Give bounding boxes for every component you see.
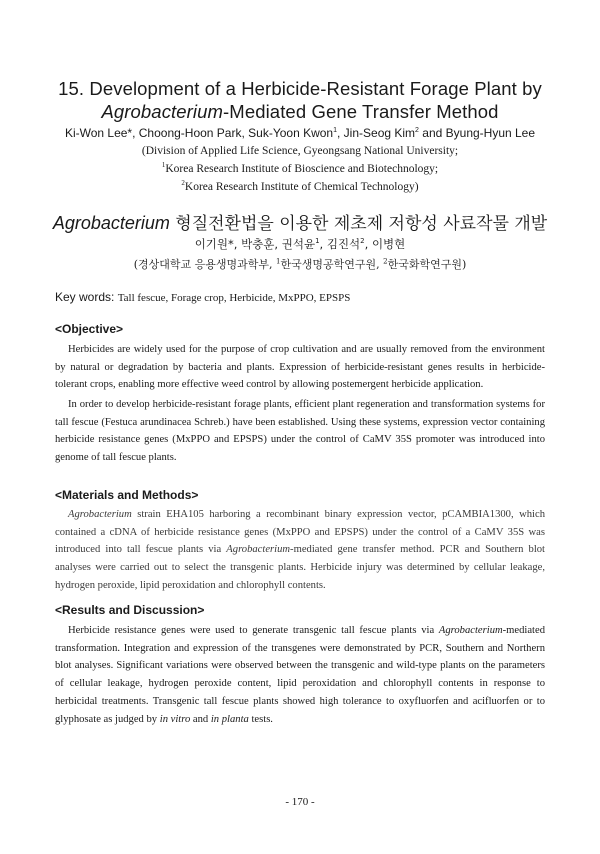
aff-sup: 2 bbox=[181, 179, 185, 188]
results-text: tests. bbox=[248, 713, 273, 725]
methods-heading: <Materials and Methods> bbox=[55, 488, 199, 502]
methods-italic: Agrobacterium bbox=[226, 544, 291, 556]
page-number: - 170 - bbox=[285, 796, 315, 808]
author-sup: 1 bbox=[333, 127, 338, 134]
title-line-2 bbox=[0, 101, 600, 123]
aff-text: Korea Research Institute of Bioscience and Biotechnology; bbox=[165, 163, 439, 175]
results-heading: <Results and Discussion> bbox=[55, 603, 205, 617]
korean-title bbox=[0, 209, 600, 234]
objective-heading: <Objective> bbox=[55, 322, 124, 336]
methods-text: strain EHA105 harboring a recombinant binary expression vector, pCAMBIA1300, which contained a cDNA of herbicide resistance genes (MxPPO and EPSPS) under the control of a CaMV 35S was introduced into tall fescue plants via bbox=[55, 509, 545, 556]
kaff-part: 한국생명공학연구원, bbox=[280, 258, 384, 271]
objective-paragraph-1: Herbicides are widely used for the purpose of crop cultivation and are usually removed from the environment by natural or degradation by bacteria and plants. Expression of herbicide-resistant genes results in herbicide-tolerant crops, enabling more effective weed control by allowing postemergent herbicide application. bbox=[55, 344, 545, 391]
methods-italic: Agrobacterium bbox=[68, 509, 132, 520]
korean-title-italic: Agrobacterium bbox=[52, 213, 170, 233]
aff-sup: 1 bbox=[161, 161, 166, 170]
methods-paragraph bbox=[55, 506, 545, 595]
korean-affiliation bbox=[0, 256, 600, 272]
results-italic: in planta bbox=[210, 713, 249, 725]
kauthor-sup: 2 bbox=[360, 237, 365, 246]
author-sup: 2 bbox=[415, 127, 419, 134]
affiliation-line-2 bbox=[0, 163, 600, 175]
author-part: Ki-Won Lee*, Choong-Hoon Park, Suk-Yoon Kwon bbox=[64, 126, 334, 140]
results-text: -mediated transformation. Integration and expression of the transgenes were demonstrated by PCR, Southern and Northern blot analyses. Significant variations were observed between the transgenic and wild-type plants on the parameters of cellular leakage, hydrogen peroxide content, lipid peroxidation and chlorophyll contents in response to herbicidal treatments. Transgenic tall fescue plants showed high tolerance to oxyfluorfen and acifluorfen or to glyphosate as judged by bbox=[55, 625, 545, 725]
affiliation-line-3 bbox=[0, 181, 600, 193]
aff-text: Korea Research Institute of Chemical Technology) bbox=[184, 181, 419, 193]
title-rest: -Mediated Gene Transfer Method bbox=[223, 101, 499, 122]
results-italic: Agrobacterium bbox=[438, 625, 503, 636]
kaff-part: 한국화학연구원) bbox=[387, 258, 467, 271]
kaff-sup: 2 bbox=[383, 257, 388, 266]
results-text: and bbox=[190, 713, 211, 725]
author-part: and Byung-Hyun Lee bbox=[418, 126, 536, 140]
authors bbox=[0, 126, 600, 140]
results-text: Herbicide resistance genes were used to generate transgenic tall fescue plants via bbox=[68, 625, 439, 636]
objective-paragraph-2: In order to develop herbicide-resistant forage plants, efficient plant regeneration and transformation systems for tall fescue (Festuca arundinacea Schreb.) have been established. Using these systems, expression vector containing herbicide resistance genes (MxPPO and EPSPS) under the control of CaMV 35S promoter was introduced into genome of tall fescue plants. bbox=[55, 399, 545, 464]
keywords bbox=[55, 290, 555, 304]
korean-title-rest: 형질전환법을 이용한 제초제 저항성 사료작물 개발 bbox=[169, 214, 548, 234]
korean-authors bbox=[0, 236, 600, 252]
title-italic: Agrobacterium bbox=[101, 101, 224, 122]
affiliation-line-1: (Division of Applied Life Science, Gyeongsang National University; bbox=[141, 145, 459, 157]
keywords-values: Tall fescue, Forage crop, Herbicide, MxPPO, EPSPS bbox=[117, 292, 351, 304]
kauthor-sup: 1 bbox=[315, 237, 320, 246]
kaff-part: (경상대학교 응용생명과학부, bbox=[133, 258, 277, 271]
keywords-label: Key words: bbox=[55, 290, 118, 304]
results-italic: in vitro bbox=[159, 713, 191, 725]
kauthor-part: , 이병현 bbox=[364, 237, 406, 251]
results-paragraph bbox=[55, 622, 545, 728]
kauthor-part: 이기원*, 박충훈, 권석윤 bbox=[194, 237, 316, 251]
author-part: , Jin-Seog Kim bbox=[337, 126, 416, 140]
methods-text: -mediated gene transfer method. PCR and Southern blot analyses were carried out to select the transgenic plants. Herbicide injury was determined by cellular leakage, hydrogen peroxide, lipid peroxidation and chlorophyll contents. bbox=[55, 544, 546, 591]
title-line-1: 15. Development of a Herbicide-Resistant Forage Plant by bbox=[58, 78, 542, 99]
kauthor-part: , 김진석 bbox=[319, 237, 361, 251]
kaff-sup: 1 bbox=[276, 257, 281, 266]
